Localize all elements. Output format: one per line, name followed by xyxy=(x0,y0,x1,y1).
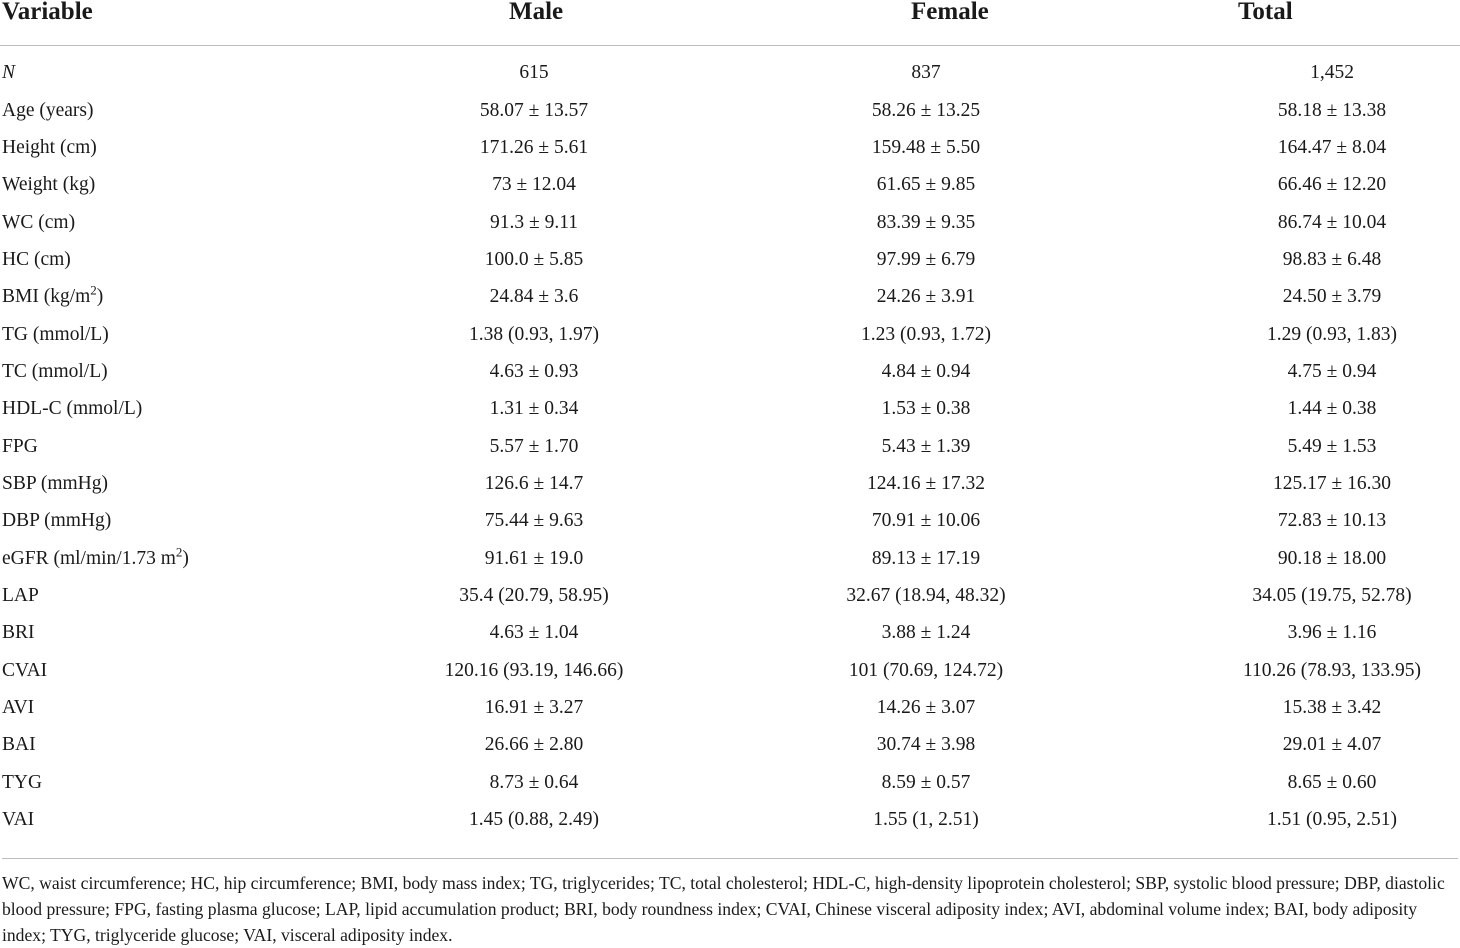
header-total: Total xyxy=(1164,0,1460,46)
header-row xyxy=(0,0,1460,46)
female-value: 837 xyxy=(911,62,941,84)
variable-name-cell xyxy=(0,764,340,801)
total-value: 4.75 ± 0.94 xyxy=(1287,360,1377,382)
female-value: 32.67 (18.94, 48.32) xyxy=(846,584,1006,606)
male-value: 91.61 ± 19.0 xyxy=(484,547,584,569)
variable-name: LAP xyxy=(2,584,39,606)
table-row xyxy=(0,241,1460,278)
table-body xyxy=(0,46,1460,839)
male-value: 171.26 ± 5.61 xyxy=(479,136,589,158)
table-row xyxy=(0,502,1460,539)
variable-name: DBP (mmHg) xyxy=(2,510,112,532)
male-value: 24.84 ± 3.6 xyxy=(489,286,579,308)
variable-name-cell xyxy=(0,129,340,166)
total-value: 66.46 ± 12.20 xyxy=(1277,174,1387,196)
variable-name: N xyxy=(2,62,16,84)
male-value: 35.4 (20.79, 58.95) xyxy=(459,584,609,606)
variable-name-tail: ) xyxy=(96,286,104,308)
variable-name-cell xyxy=(0,726,340,763)
table-row xyxy=(0,614,1460,651)
variable-name-cell xyxy=(0,502,340,539)
total-value: 29.01 ± 4.07 xyxy=(1282,734,1382,756)
variable-name: TG (mmol/L) xyxy=(2,323,109,345)
total-value: 24.50 ± 3.79 xyxy=(1282,286,1382,308)
male-value: 8.73 ± 0.64 xyxy=(489,771,579,793)
female-value: 83.39 ± 9.35 xyxy=(876,211,976,233)
variable-name: CVAI xyxy=(2,659,48,681)
female-value: 14.26 ± 3.07 xyxy=(876,697,976,719)
variable-name-cell xyxy=(0,614,340,651)
table-row xyxy=(0,764,1460,801)
variable-name-cell xyxy=(0,577,340,614)
total-value: 5.49 ± 1.53 xyxy=(1287,435,1377,457)
table-footnote: WC, waist circumference; HC, hip circumference; BMI, body mass index; TG, triglycerides; TC, total cholesterol; HDL-C, high-density lipoprotein cholesterol; SBP, systolic blood pressure; DBP, diastolic blood pressure; FPG, fasting plasma glucose; LAP, lipid accumulation product; BRI, body roundness index; CVAI, Chinese visceral adiposity index; AVI, abdominal volume index; BAI, body adiposity index; TYG, triglyceride glucose; VAI, visceral adiposity index. xyxy=(2,858,1458,948)
header-male: Male xyxy=(340,0,734,46)
female-value: 5.43 ± 1.39 xyxy=(881,435,971,457)
variable-name-cell xyxy=(0,315,340,352)
female-value: 30.74 ± 3.98 xyxy=(876,734,976,756)
table-row xyxy=(0,689,1460,726)
female-value: 24.26 ± 3.91 xyxy=(876,286,976,308)
table-row xyxy=(0,203,1460,240)
variable-name-cell xyxy=(0,46,340,92)
variable-name-cell xyxy=(0,91,340,128)
male-value: 1.38 (0.93, 1.97) xyxy=(469,323,599,345)
total-value: 58.18 ± 13.38 xyxy=(1277,99,1387,121)
female-value: 1.23 (0.93, 1.72) xyxy=(861,323,991,345)
variable-name: WC (cm) xyxy=(2,211,76,233)
table-row xyxy=(0,427,1460,464)
female-value: 101 (70.69, 124.72) xyxy=(848,659,1004,681)
female-value: 4.84 ± 0.94 xyxy=(881,360,971,382)
variable-name: Weight (kg) xyxy=(2,174,96,196)
variable-name: BAI xyxy=(2,734,36,756)
male-value: 58.07 ± 13.57 xyxy=(479,99,589,121)
male-value: 120.16 (93.19, 146.66) xyxy=(444,659,624,681)
table-row xyxy=(0,801,1460,838)
header-variable: Variable xyxy=(0,0,340,46)
male-value: 26.66 ± 2.80 xyxy=(484,734,584,756)
female-value: 124.16 ± 17.32 xyxy=(867,472,985,494)
variable-name-cell xyxy=(0,241,340,278)
female-value: 1.53 ± 0.38 xyxy=(881,398,971,420)
total-value: 110.26 (78.93, 133.95) xyxy=(1242,659,1421,681)
male-value: 5.57 ± 1.70 xyxy=(489,435,579,457)
female-value: 97.99 ± 6.79 xyxy=(876,248,976,270)
male-value: 126.6 ± 14.7 xyxy=(484,472,584,494)
table-row xyxy=(0,539,1460,576)
table-row xyxy=(0,278,1460,315)
total-value: 125.17 ± 16.30 xyxy=(1273,472,1391,494)
variable-name: AVI xyxy=(2,697,35,719)
total-value: 34.05 (19.75, 52.78) xyxy=(1252,584,1412,606)
variable-name-cell xyxy=(0,689,340,726)
male-value: 4.63 ± 1.04 xyxy=(489,622,579,644)
male-value: 91.3 ± 9.11 xyxy=(490,211,578,233)
male-value: 16.91 ± 3.27 xyxy=(484,697,584,719)
total-value: 1.29 (0.93, 1.83) xyxy=(1267,323,1397,345)
total-value: 1.51 (0.95, 2.51) xyxy=(1267,809,1397,831)
female-value: 3.88 ± 1.24 xyxy=(881,622,971,644)
header-female: Female xyxy=(734,0,1164,46)
table-row xyxy=(0,166,1460,203)
variable-name-cell xyxy=(0,166,340,203)
total-value: 3.96 ± 1.16 xyxy=(1287,622,1377,644)
table-row xyxy=(0,91,1460,128)
male-value: 615 xyxy=(519,62,549,84)
female-value: 58.26 ± 13.25 xyxy=(871,99,981,121)
variable-name: Height (cm) xyxy=(2,136,97,158)
variable-name-cell xyxy=(0,278,340,315)
variable-name-cell xyxy=(0,652,340,689)
table-row xyxy=(0,315,1460,352)
total-value: 72.83 ± 10.13 xyxy=(1277,510,1387,532)
table-row xyxy=(0,46,1460,92)
variable-superscript: 2 xyxy=(175,544,183,560)
variable-name: TYG xyxy=(2,771,43,793)
variable-name-cell xyxy=(0,203,340,240)
total-value: 15.38 ± 3.42 xyxy=(1282,697,1382,719)
table-row xyxy=(0,465,1460,502)
table-row xyxy=(0,353,1460,390)
variable-name-tail: ) xyxy=(182,547,189,569)
table-row xyxy=(0,726,1460,763)
variable-name: FPG xyxy=(2,435,38,457)
variable-name-cell xyxy=(0,390,340,427)
total-value: 164.47 ± 8.04 xyxy=(1277,136,1387,158)
variable-name: HDL-C (mmol/L) xyxy=(2,398,143,420)
female-value: 159.48 ± 5.50 xyxy=(871,136,981,158)
female-value: 1.55 (1, 2.51) xyxy=(873,809,979,831)
male-value: 1.45 (0.88, 2.49) xyxy=(469,809,599,831)
male-value: 100.0 ± 5.85 xyxy=(484,248,584,270)
variable-name: BRI xyxy=(2,622,35,644)
female-value: 61.65 ± 9.85 xyxy=(876,174,976,196)
variable-name-cell xyxy=(0,353,340,390)
variable-name-cell xyxy=(0,465,340,502)
variable-name-cell xyxy=(0,427,340,464)
total-value: 98.83 ± 6.48 xyxy=(1282,248,1382,270)
male-value: 75.44 ± 9.63 xyxy=(484,510,584,532)
table-row xyxy=(0,129,1460,166)
variable-name: Age (years) xyxy=(2,99,94,121)
male-value: 73 ± 12.04 xyxy=(492,174,576,196)
total-value: 8.65 ± 0.60 xyxy=(1287,771,1377,793)
female-value: 8.59 ± 0.57 xyxy=(881,771,971,793)
total-value: 90.18 ± 18.00 xyxy=(1277,547,1387,569)
variable-name: HC (cm) xyxy=(2,248,71,270)
table-row xyxy=(0,577,1460,614)
female-value: 89.13 ± 17.19 xyxy=(871,547,981,569)
male-value: 4.63 ± 0.93 xyxy=(489,360,579,382)
total-value: 86.74 ± 10.04 xyxy=(1277,211,1387,233)
male-value: 1.31 ± 0.34 xyxy=(489,398,579,420)
total-value: 1,452 xyxy=(1310,62,1354,84)
variable-name: SBP (mmHg) xyxy=(2,472,109,494)
table-header xyxy=(0,0,1460,46)
variable-superscript: 2 xyxy=(90,282,97,298)
female-value: 70.91 ± 10.06 xyxy=(871,510,981,532)
variable-name-cell xyxy=(0,539,340,576)
total-value: 1.44 ± 0.38 xyxy=(1287,398,1377,420)
table-row xyxy=(0,652,1460,689)
variable-name: BMI (kg/m xyxy=(2,286,91,308)
table-row xyxy=(0,390,1460,427)
variable-name: VAI xyxy=(2,809,35,831)
variable-name: eGFR (ml/min/1.73 m xyxy=(2,547,176,569)
variable-name-cell xyxy=(0,801,340,838)
variable-name: TC (mmol/L) xyxy=(2,360,108,382)
